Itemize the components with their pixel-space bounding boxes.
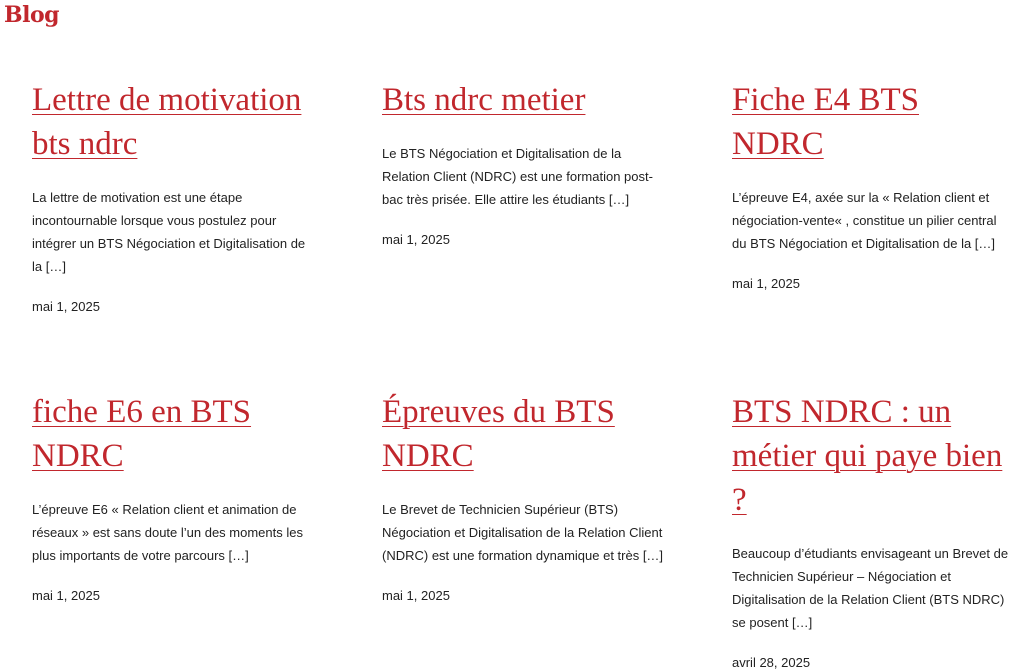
post-excerpt: La lettre de motivation est une étape incontournable lorsque vous postulez pour intégrer un BTS Négociation et Digitalisation de la […] xyxy=(32,190,306,274)
post-card xyxy=(732,390,1014,672)
post-title-link[interactable]: BTS NDRC : un métier qui paye bien ? xyxy=(732,394,1003,518)
post-title-link[interactable]: Épreuves du BTS NDRC xyxy=(382,394,615,474)
post-card xyxy=(382,78,664,249)
post-excerpt: L’épreuve E4, axée sur la « Relation client et négociation-vente« , constitue un pilier central du BTS Négociation et Digitalisation de la […] xyxy=(732,190,997,251)
post-date: mai 1, 2025 xyxy=(732,276,800,291)
post-card xyxy=(732,78,1014,293)
post-excerpt: L’épreuve E6 « Relation client et animation de réseaux » est sans doute l’un des moments les plus importants de votre parcours […] xyxy=(32,502,303,563)
post-date: mai 1, 2025 xyxy=(382,588,450,603)
post-card xyxy=(382,390,664,605)
post-excerpt: Le Brevet de Technicien Supérieur (BTS) Négociation et Digitalisation de la Relation Client (NDRC) est une formation dynamique et très […] xyxy=(382,502,664,563)
post-title xyxy=(382,78,664,122)
post-title xyxy=(382,390,664,478)
post-date: mai 1, 2025 xyxy=(32,299,100,314)
post-title xyxy=(32,78,314,166)
post-date: mai 1, 2025 xyxy=(32,588,100,603)
post-title xyxy=(732,78,1014,166)
post-date: avril 28, 2025 xyxy=(732,655,811,670)
post-title-link[interactable]: Fiche E4 BTS NDRC xyxy=(732,82,919,162)
post-title-link[interactable]: Bts ndrc metier xyxy=(382,82,586,118)
post-title-link[interactable]: fiche E6 en BTS NDRC xyxy=(32,394,252,474)
post-excerpt: Le BTS Négociation et Digitalisation de la Relation Client (NDRC) est une formation post-bac très prisée. Elle attire les étudiants […] xyxy=(382,146,653,207)
post-card xyxy=(32,390,314,605)
post-date: mai 1, 2025 xyxy=(382,232,450,247)
post-title xyxy=(32,390,314,478)
post-excerpt: Beaucoup d’étudiants envisageant un Brevet de Technicien Supérieur – Négociation et Digitalisation de la Relation Client (BTS NDRC) se posent […] xyxy=(732,546,1009,630)
page-title: Blog xyxy=(4,2,60,28)
post-card xyxy=(32,78,314,316)
post-title xyxy=(732,390,1014,522)
post-title-link[interactable]: Lettre de motivation bts ndrc xyxy=(32,82,302,162)
